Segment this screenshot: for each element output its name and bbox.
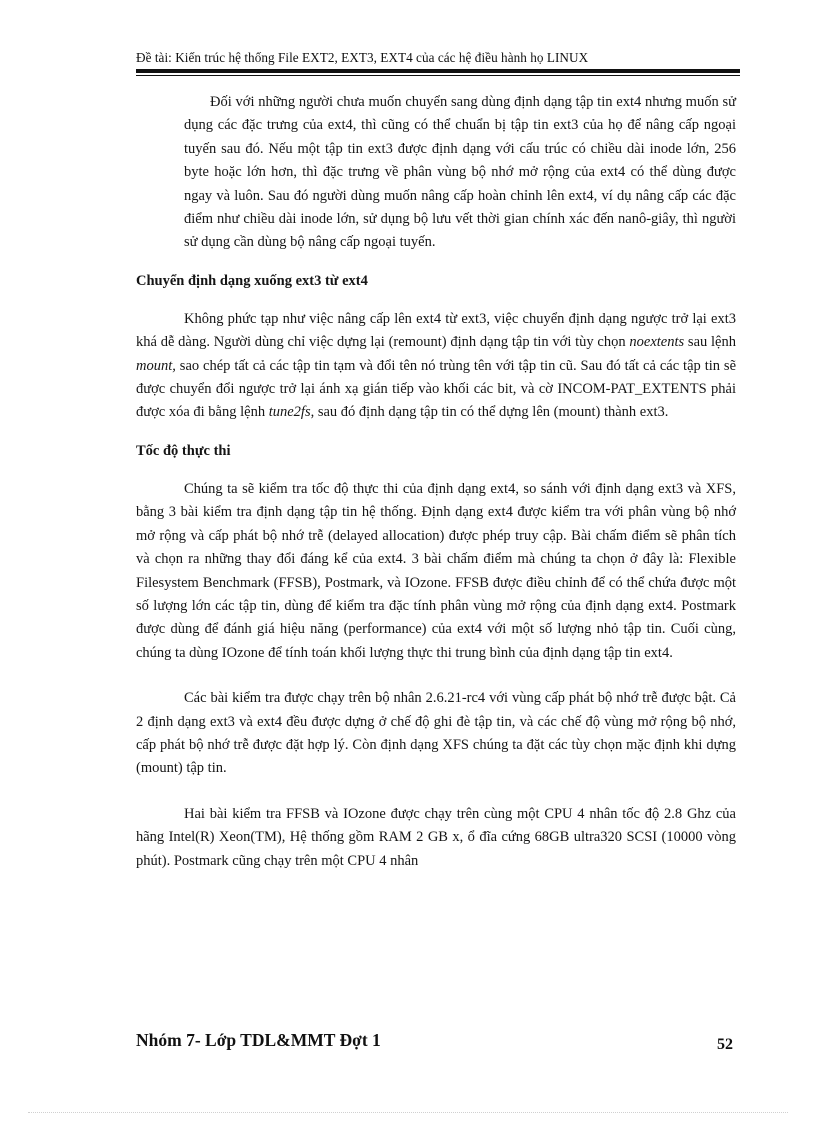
downgrade-text-4: , sau đó định dạng tập tin có thể dựng lên (mount) thành ext3. [310,404,669,421]
paragraph-gap [136,781,736,803]
page-bottom-border [28,1112,788,1113]
downgrade-text-3: sao chép tất cả các tập tin tạm và đổi tên nó trùng tên với tập tin cũ. Sau đó tất cả các tập tin sẽ được chuyển đổi ngược trở lại ánh xạ gián tiếp vào khối các bit, và cờ INCOM-PAT_EXTENTS phải được xóa đi bằng lệnh [136,357,736,421]
downgrade-paragraph [136,308,736,425]
downgrade-command-mount: mount, [136,357,176,374]
paragraph-gap [136,665,736,687]
downgrade-command-tune2fs: tune2fs [268,404,311,421]
performance-paragraph-3: Hai bài kiểm tra FFSB và IOzone được chạy trên cùng một CPU 4 nhân tốc độ 2.8 Ghz của hãng Intel(R) Xeon(TM), Hệ thống gồm RAM 2 GB x, ổ đĩa cứng 68GB ultra320 SCSI (10000 vòng phút). Postmark cũng chạy trên một CPU 4 nhân [136,805,736,869]
performance-paragraph-1: Chúng ta sẽ kiểm tra tốc độ thực thi của định dạng ext4, so sánh với định dạng ext3 và XFS, bằng 3 bài kiểm tra định dạng tập tin hệ thống. Định dạng ext4 được kiểm tra với phân vùng bộ nhớ mở rộng và cấp phát bộ nhớ trễ (delayed allocation) được phép truy cập. Bài chấm điểm sẽ phân tích và chọn ra những thay đổi đáng kể của ext4. 3 bài chấm điểm mà chúng ta chọn ở đây là: Flexible Filesystem Benchmark (FFSB), Postmark, và IOzone. FFSB được điều chỉnh để có thể chứa được một số lượng lớn các tập tin, dùng để kiểm tra đặc tính phân vùng mở rộng của định dạng ext4. Postmark được dùng để đánh giá hiệu năng (performance) của ext4 với một số lượng nhỏ tập tin. Cuối cùng, chúng ta dùng IOzone để tính toán khối lượng thực thi trung bình của định dạng tập tin ext4. [136,480,736,661]
downgrade-text-2: sau lệnh [684,334,736,351]
downgrade-option-noextents: noextents [629,334,685,351]
footer-group-label: Nhóm 7- Lớp TDL&MMT Đợt 1 [136,1030,381,1050]
page-header-title: Đề tài: Kiến trúc hệ thống File EXT2, EXT3, EXT4 của các hệ điều hành họ LINUX [136,50,589,65]
downgrade-text-1: Không phức tạp như việc nâng cấp lên ext4 từ ext3, việc chuyển định dạng ngược trở lại ext3 khá dễ dàng. Người dùng chỉ việc dựng lại (remount) định dạng tập tin với tùy chọn [136,310,736,351]
header-rule-thin [136,75,740,76]
header-rule-thick [136,69,740,73]
section-heading-downgrade: Chuyển định dạng xuống ext3 từ ext4 [136,272,368,289]
page-number: 52 [717,1036,733,1053]
section-heading-performance: Tốc độ thực thi [136,442,231,459]
intro-paragraph: Đối với những người chưa muốn chuyển sang dùng định dạng tập tin ext4 nhưng muốn sử dụng các đặc trưng của ext4, thì cũng có thể chuẩn bị tập tin ext3 của họ để nâng cấp ngoại tuyến sau đó. Nếu một tập tin ext3 được định dạng với cấu trúc có chiều dài inode lớn, 256 byte hoặc lớn hơn, thì đặc trưng về phân vùng bộ nhớ mở rộng của ext4 có thể dùng được ngay và luôn. Sau đó người dùng muốn nâng cấp hoàn chỉnh lên ext4, ví dụ nâng cấp các đặc điểm như chiều dài inode lớn, sử dụng bộ lưu vết thời gian chính xác đến nanô-giây, thì người sử dụng cần dùng bộ nâng cấp ngoại tuyến. [184,94,736,251]
performance-paragraph-2: Các bài kiểm tra được chạy trên bộ nhân 2.6.21-rc4 với vùng cấp phát bộ nhớ trễ được bật. Cả 2 định dạng ext3 và ext4 đều được dựng ở chế độ ghi đè tập tin, và các chế độ vùng mở rộng bộ nhớ, cấp phát bộ nhớ trễ được đặt hợp lý. Còn định dạng XFS chúng ta đặt các tùy chọn mặc định khi dựng (mount) tập tin. [136,690,736,777]
document-body [136,91,736,873]
